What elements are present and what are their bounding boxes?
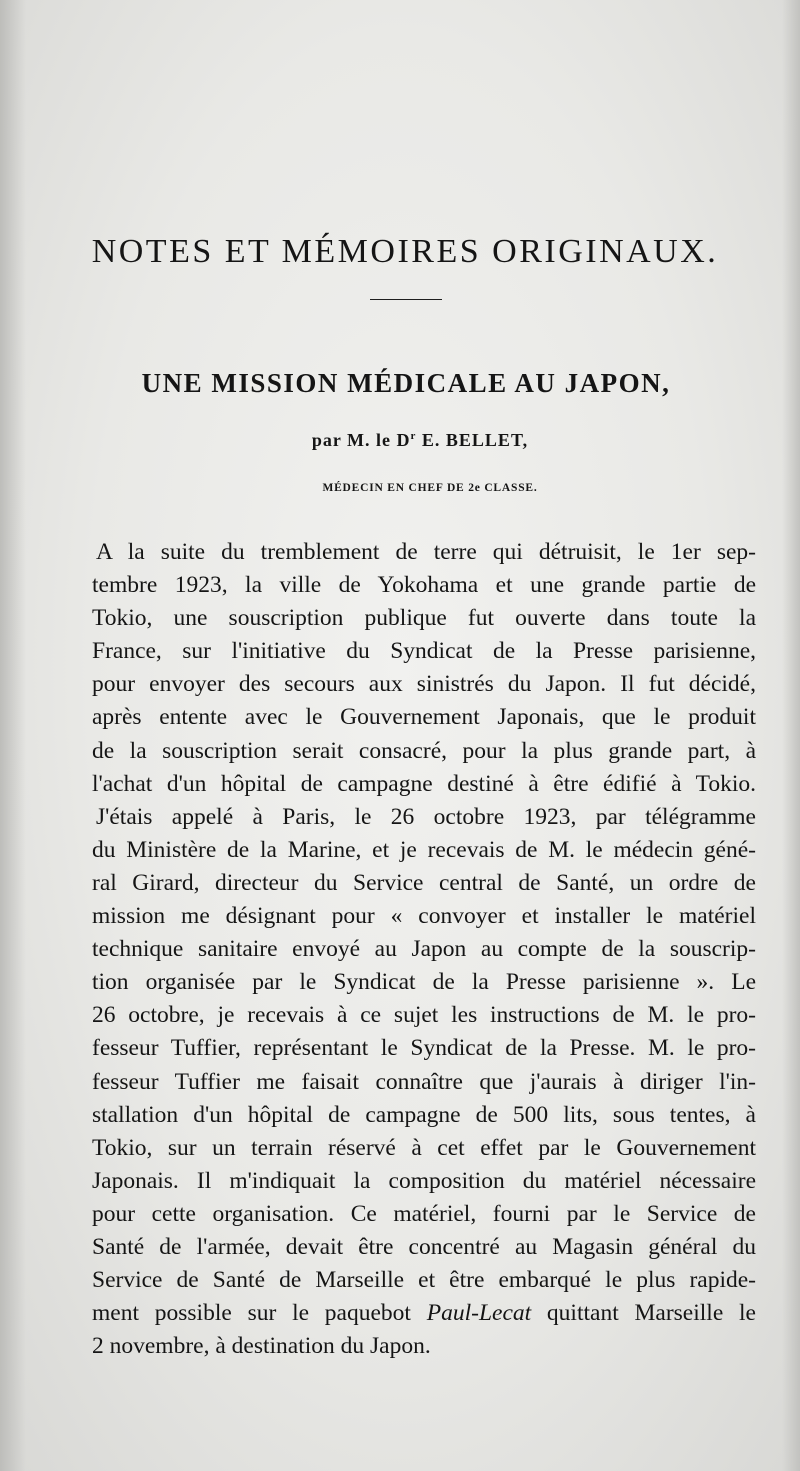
paragraph-2 [84, 801, 756, 1364]
text-line: France, sur l'initiative du Syndicat de la Presse parisienne, [92, 638, 756, 665]
text-line: Santé de l'armée, devait être concentré au Magasin général du [92, 1233, 756, 1260]
paragraph-1 [84, 536, 756, 801]
text-line: ral Girard, directeur du Service central de Santé, un ordre de [92, 869, 756, 896]
text-line: A la suite du tremblement de terre qui détruisit, le 1er sep- [96, 539, 756, 565]
text-line: fesseur Tuffier me faisait connaître que j'aurais à diriger l'in- [92, 1068, 756, 1095]
line-start: ment possible sur le paquebot [92, 1300, 427, 1327]
text-line: Service de Santé de Marseille et être embarqué le plus rapide- [92, 1267, 756, 1294]
text-line: l'achat d'un hôpital de campagne destiné à être édifié à Tokio. [92, 770, 756, 797]
page-shadow-left [0, 0, 26, 1471]
text-line: J'étais appelé à Paris, le 26 octobre 1923, par télégramme [96, 803, 756, 830]
text-line: de la souscription serait consacré, pour la plus grande part, à [92, 737, 756, 764]
text-line: Tokio, sur un terrain réservé à cet effet par le Gouvernement [92, 1134, 756, 1161]
text-line: pour envoyer des secours aux sinistrés du Japon. Il fut décidé, [92, 671, 756, 698]
text-line: tion organisée par le Syndicat de la Presse parisienne ». Le [92, 969, 756, 996]
text-line: mission me désignant pour « convoyer et installer le matériel [92, 903, 756, 930]
byline-author: E. BELLET, [416, 430, 529, 450]
author-affiliation: MÉDECIN EN CHEF DE 2e CLASSE. [322, 482, 538, 494]
section-heading: NOTES ET MÉMOIRES ORIGINAUX. [91, 233, 719, 270]
line-end: quittant Marseille le [531, 1300, 756, 1327]
article-body [84, 536, 756, 1363]
byline-superscript: r [410, 430, 417, 442]
text-line: fesseur Tuffier, représentant le Syndicat de la Presse. M. le pro- [92, 1035, 756, 1062]
text-line: 2 novembre, à destination du Japon. [92, 1333, 431, 1360]
text-line: du Ministère de la Marine, et je recevais de M. le médecin géné- [92, 836, 756, 863]
text-line: 26 octobre, je recevais à ce sujet les instructions de M. le pro- [92, 1002, 756, 1029]
text-line: tembre 1923, la ville de Yokohama et une grande partie de [92, 572, 756, 599]
text-line: technique sanitaire envoyé au Japon au compte de la souscrip- [92, 936, 756, 963]
text-line [84, 1297, 756, 1330]
article-byline [0, 430, 800, 451]
page-shadow-right [782, 0, 800, 1471]
byline-prefix: par M. le D [311, 430, 411, 450]
heading-rule [370, 299, 442, 300]
text-line: après entente avec le Gouvernement Japonais, que le produit [92, 704, 756, 731]
text-line: stallation d'un hôpital de campagne de 500 lits, sous tentes, à [92, 1101, 756, 1128]
text-line: Japonais. Il m'indiquait la composition du matériel nécessaire [92, 1167, 756, 1194]
text-line: pour cette organisation. Ce matériel, fourni par le Service de [92, 1200, 756, 1227]
article-title: UNE MISSION MÉDICALE AU JAPON, [141, 368, 671, 398]
text-line: Tokio, une souscription publique fut ouverte dans toute la [92, 605, 756, 632]
ship-name: Paul-Lecat [426, 1300, 532, 1327]
